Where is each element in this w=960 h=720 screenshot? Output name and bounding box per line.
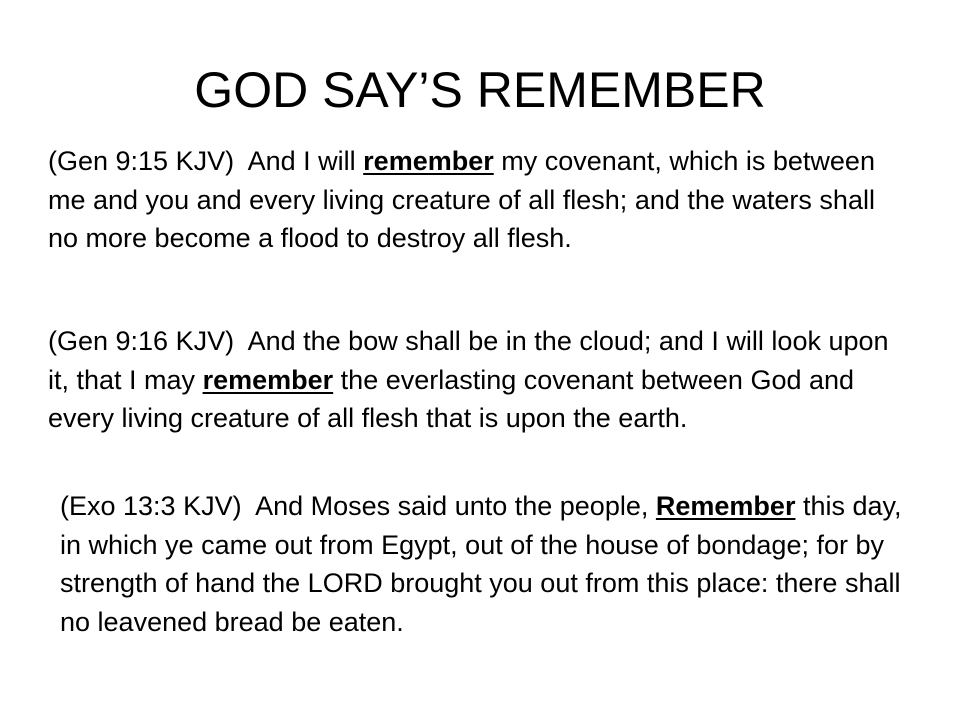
verse-keyword: remember: [363, 146, 494, 176]
verse-text-before: And Moses said unto the people,: [255, 491, 649, 521]
verse-exo-13-3: [60, 487, 930, 641]
verse-reference: (Exo 13:3 KJV): [60, 491, 242, 521]
verse-gen-9-16: [48, 322, 908, 438]
verse-text-before: And I will: [247, 146, 356, 176]
verse-keyword: remember: [202, 364, 334, 395]
verse-text-before: And the bow shall be in the cloud; and I will look upon it, that I may: [48, 326, 889, 395]
verse-text-after: my covenant, which is between me and you and every living creature of all flesh; and the waters shall no more become a flood to destroy all flesh.: [48, 146, 875, 253]
verse-reference: (Gen 9:16 KJV): [48, 326, 235, 356]
verse-text-after: the everlasting covenant between God and every living creature of all flesh that is upon the earth.: [48, 364, 855, 433]
slide-title: GOD SAY’S REMEMBER: [194, 62, 766, 118]
verse-text-after: this day, in which ye came out from Egypt, out of the house of bondage; for by strength of hand the LORD brought you out from this place: there shall no leavened bread be eaten.: [60, 491, 902, 637]
verse-keyword: Remember: [655, 491, 796, 521]
verse-reference: (Gen 9:15 KJV): [48, 146, 235, 176]
verse-gen-9-15: [48, 142, 908, 258]
